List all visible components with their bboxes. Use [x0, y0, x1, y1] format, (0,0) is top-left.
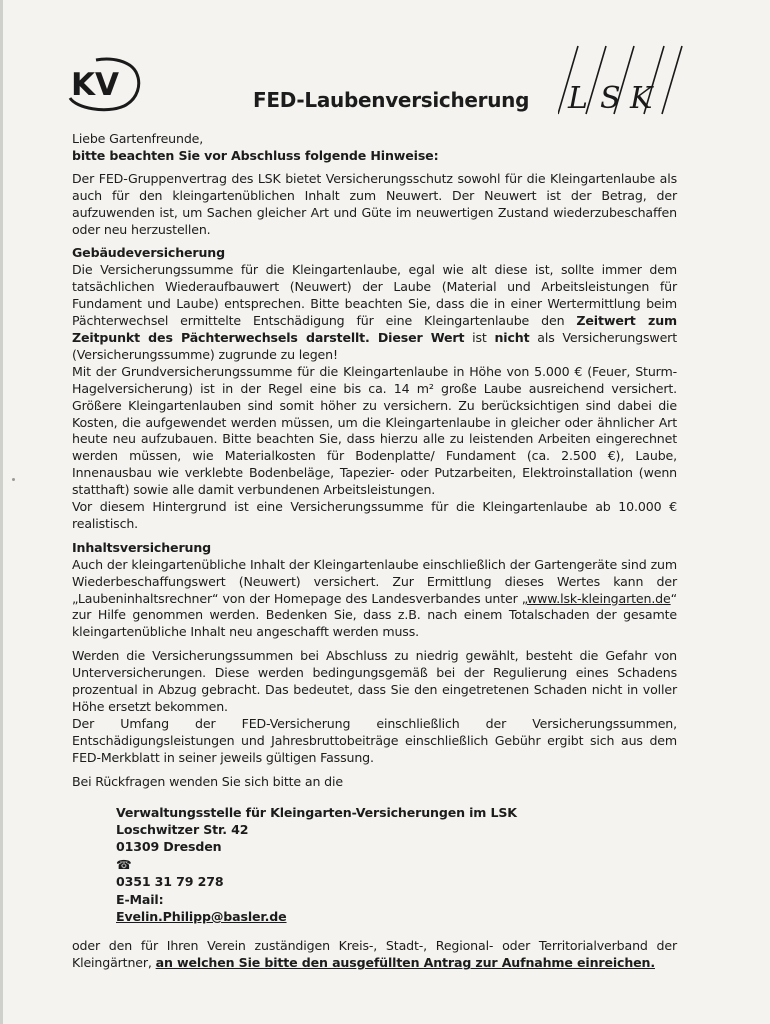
lsk-logo-letter-k: K [630, 81, 653, 116]
kv-logo [66, 56, 146, 112]
heading-inhaltsversicherung: Inhaltsversicherung [72, 539, 212, 555]
letter-body [72, 131, 677, 972]
kv-logo-text: KV [71, 67, 120, 103]
lsk-logo-letter-l: L [568, 81, 588, 116]
gebaeude-paragraph-3: Vor diesem Hintergrund ist eine Versicherungssumme für die Kleingartenlaube ab 10.000 € realistisch. [72, 499, 677, 531]
contact-city: 01309 Dresden [116, 839, 222, 855]
lsk-logo-letter-s: S [600, 81, 621, 116]
phone-icon: ☎ [116, 856, 132, 872]
contact-phone: 0351 31 79 278 [116, 874, 224, 890]
lsk-website-link[interactable]: www.lsk-kleingarten.de [526, 590, 671, 606]
closing-call-to-action: an welchen Sie bitte den ausgefüllten Antrag zur Aufnahme einreichen. [155, 955, 655, 971]
gebaeude-paragraph-2: Mit der Grundversicherungssumme für die Kleingartenlaube in Höhe von 5.000 € (Feuer, Sturm-Hagelversicherung) ist in der Regel eine bis ca. 14 m² große Laube ausreichend versichert. Größere Kleingartenlauben sind somit höher zu versichern. Zu berücksichtigen sind dabei die Kosten, die aufgewendet werden müssen, um die Kleingartenlaube in gleicher oder ähnlicher Art heute neu aufzubauen. Bitte beachten Sie, dass hierzu alle zu leistenden Arbeiten eingerechnet werden müssen, wie Materialkosten für Bodenplatte/ Fundament (ca. 2.500 €), Laube, Innenausbau wie verklebte Bodenbeläge, Tapezier- oder Putzarbeiten, Elektroinstallation (wenn statthaft) sowie alle damit verbundenen Arbeitsleistungen. [72, 363, 677, 498]
contact-street: Loschwitzer Str. 42 [116, 821, 249, 837]
scan-speck [12, 478, 15, 481]
closing-paragraph: oder den für Ihren Verein zuständigen Kreis-, Stadt-, Regional- oder Territorialverband der Kleingärtner, an welchen Sie bitte den ausgefüllten Antrag zur Aufnahme einreichen. [72, 938, 677, 971]
contact-org: Verwaltungsstelle für Kleingarten-Versicherungen im LSK [116, 804, 517, 820]
contact-email-line: E-Mail: Evelin.Philipp@basler.de [116, 891, 677, 926]
scan-edge [0, 0, 3, 1024]
gebaeude-paragraph-1: Die Versicherungssumme für die Kleingartenlaube, egal wie alt diese ist, sollte immer dem tatsächlichen Wiederaufbauwert (Neuwert) der Laube (Material und Arbeitsleistungen für Fundament und Laube) entsprechen. Bitte beachten Sie, dass die in einer Wertermittlung beim Pächterwechsel ermittelte Entschädigung für eine Kleingartenlaube den Zeitwert zum Zeitpunkt des Pächterwechsels darstellt. Dieser Wert ist nicht als Versicherungswert (Versicherungssumme) zugrunde zu legen! [72, 262, 677, 362]
intro-paragraph: Der FED-Gruppenvertrag des LSK bietet Versicherungsschutz sowohl für die Kleingartenlaube als auch für den kleingartenüblichen Inhalt zum Neuwert. Der Neuwert ist der Betrag, der aufzuwenden ist, um Sachen gleicher Art und Güte im neuwertigen Zustand wiederzubeschaffen oder neu herzustellen. [72, 170, 677, 237]
contact-intro: Bei Rückfragen wenden Sie sich bitte an die [72, 773, 343, 789]
zeitwert-emphasis: Zeitwert zum Zeitpunkt des Pächterwechsels darstellt. Dieser Wert [72, 313, 677, 345]
contact-address [116, 804, 677, 926]
risk-paragraph-1: Werden die Versicherungssummen bei Abschluss zu niedrig gewählt, besteht die Gefahr von Unterversicherungen. Diese werden bedingungsgemäß bei der Regulierung eines Schadens prozentual in Abzug gebracht. Das bedeutet, dass Sie den eingetretenen Schaden nicht in voller Höhe ersetzt bekommen. [72, 648, 677, 714]
lsk-logo [558, 38, 684, 118]
nicht-emphasis: nicht [494, 329, 530, 345]
contact-phone-line [116, 856, 677, 891]
salutation: Liebe Gartenfreunde, [72, 131, 204, 146]
risk-paragraph-2: Der Umfang der FED-Versicherung einschließlich der Versicherungssummen, Entschädigungsleistungen und Jahresbruttobeiträge einschließlich Gebühr ergibt sich aus dem FED-Merkblatt in seiner jeweils gültigen Fassung. [72, 715, 677, 765]
contact-email-link[interactable]: Evelin.Philipp@basler.de [116, 908, 287, 924]
page-title: FED-Laubenversicherung [253, 88, 530, 112]
inhalt-paragraph: Auch der kleingartenübliche Inhalt der Kleingartenlaube einschließlich der Gartengeräte sind zum Wiederbeschaffungswert (Neuwert) versichert. Zur Ermittlung dieses Wertes kann der „Laubeninhaltsrechner“ von der Homepage des Landesverbandes unter „www.lsk-kleingarten.de“ zur Hilfe genommen werden. Bedenken Sie, dass z.B. nach einem Totalschaden der gesamte kleingartenübliche Inhalt neu angeschafft werden muss. [72, 556, 677, 640]
notice-line: bitte beachten Sie vor Abschluss folgende Hinweise: [72, 147, 439, 163]
heading-gebaeudeversicherung: Gebäudeversicherung [72, 245, 225, 261]
